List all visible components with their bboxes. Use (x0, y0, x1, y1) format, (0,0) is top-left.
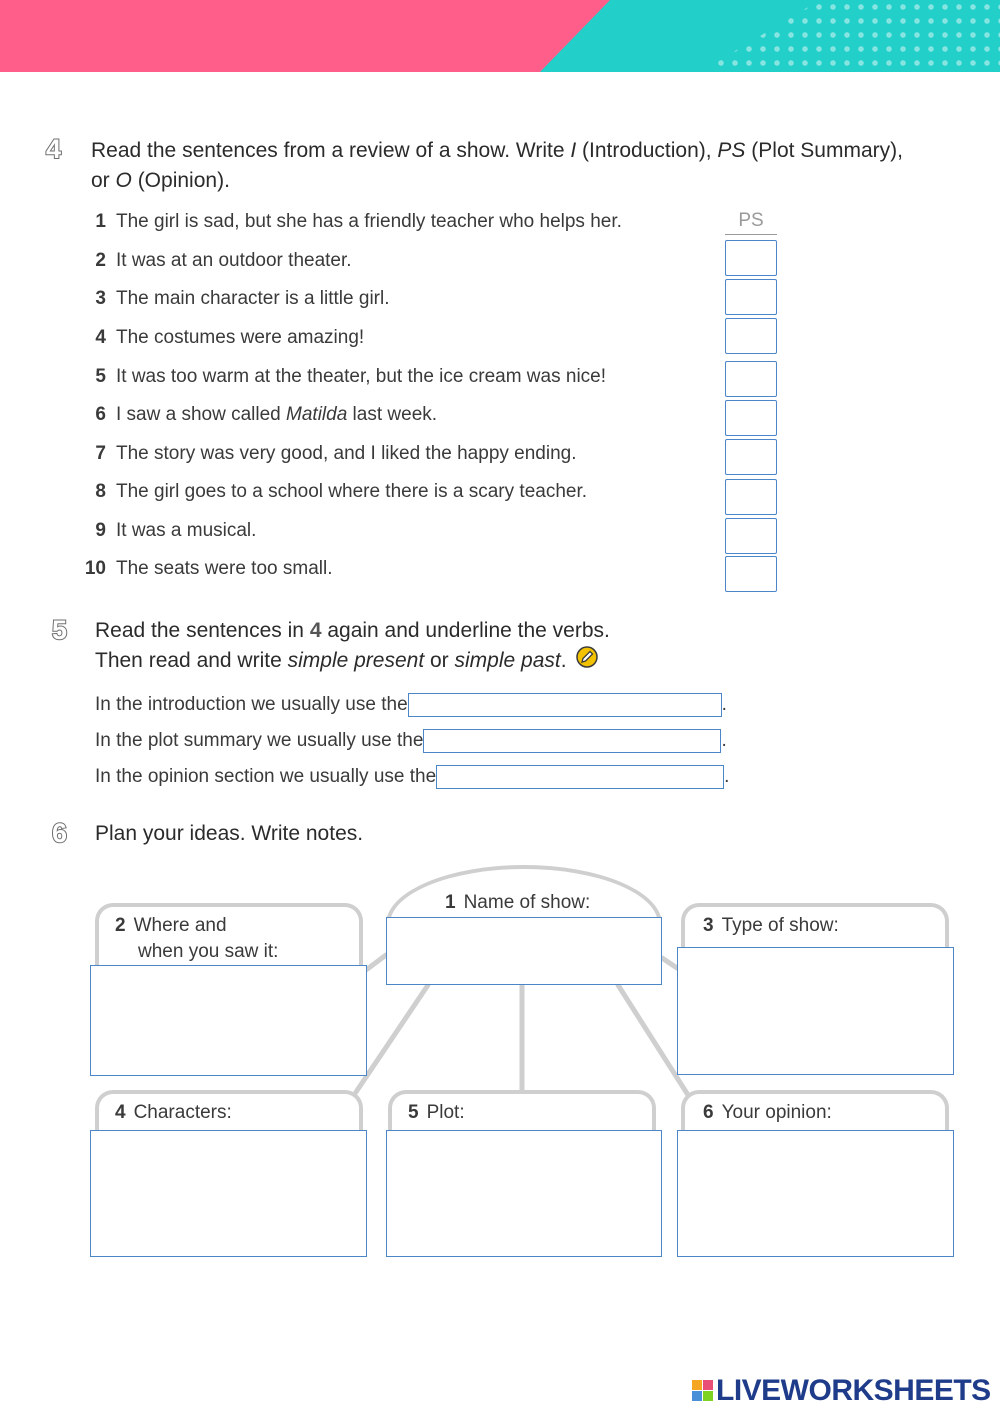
sentence-item: 3 The main character is a little girl. (95, 288, 390, 309)
where-when-label-line2: when you saw it: (138, 941, 279, 962)
sentence-item: 10 The seats were too small. (84, 558, 333, 579)
sentence-item: 4 The costumes were amazing! (95, 327, 365, 348)
liveworksheets-icon (692, 1380, 714, 1402)
characters-input[interactable] (90, 1130, 367, 1257)
sentence-item: 6 I saw a show called Matilda last week. (95, 404, 438, 425)
sentence-item: 7 The story was very good, and I liked the happy ending. (95, 443, 577, 464)
sentence-item: 5 It was too warm at the theater, but the ice cream was nice! (95, 366, 607, 387)
example-answer: PS (725, 208, 777, 235)
characters-label: 4 Characters: (115, 1102, 232, 1123)
fill-sentence-opinion: In the opinion section we usually use the . (95, 766, 730, 787)
where-when-input[interactable] (90, 965, 367, 1076)
your-opinion-label: 6 Your opinion: (703, 1102, 832, 1123)
exercise-6-number: 6 (52, 818, 68, 848)
type-of-show-label: 3 Type of show: (703, 915, 839, 936)
liveworksheets-logo (692, 1374, 991, 1408)
where-when-label: 2 Where and (115, 915, 227, 936)
sentence-item: 1 The girl is sad, but she has a friendly teacher who helps her. (95, 211, 622, 232)
name-of-show-input[interactable] (386, 917, 662, 985)
exercise-5-number: 5 (52, 615, 68, 645)
exercise-4-instruction: Read the sentences from a review of a show. Write I (Introduction), PS (Plot Summary), or O (Opinion). (91, 139, 903, 192)
exercise-5-instruction: Read the sentences in 4 again and underline the verbs. Then read and write simple present or simple past. (95, 616, 795, 677)
exercise-4-number: 4 (46, 134, 62, 164)
type-of-show-input[interactable] (677, 947, 954, 1075)
sentence-item: 2 It was at an outdoor theater. (95, 250, 352, 271)
fill-sentence-introduction: In the introduction we usually use the . (95, 694, 727, 715)
name-of-show-label: 1 Name of show: (445, 892, 591, 913)
exercise-6-instruction: Plan your ideas. Write notes. (95, 822, 364, 845)
plot-input[interactable] (386, 1130, 662, 1257)
fill-sentence-plot-summary: In the plot summary we usually use the . (95, 730, 727, 751)
sentence-item: 8 The girl goes to a school where there is a scary teacher. (95, 481, 588, 502)
sentence-item: 9 It was a musical. (95, 520, 257, 541)
your-opinion-input[interactable] (677, 1130, 954, 1257)
brand-name: LIVEWORKSHEETS (716, 1374, 991, 1407)
plot-label: 5 Plot: (408, 1102, 465, 1123)
